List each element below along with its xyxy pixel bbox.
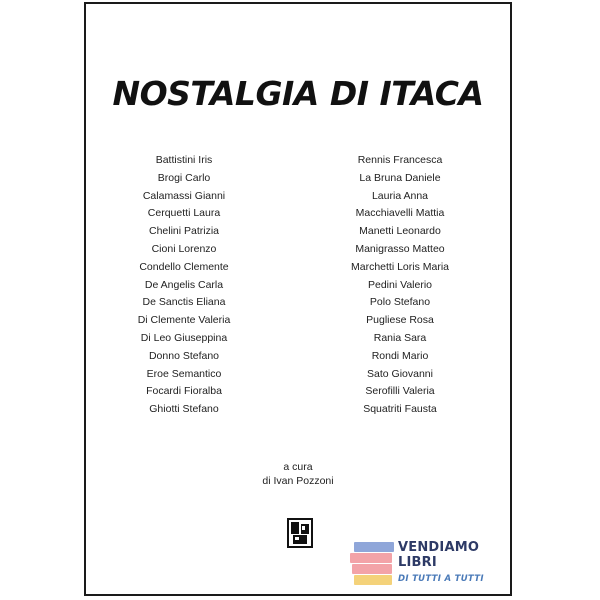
author-name: Eroe Semantico [146,367,222,380]
author-name: Lauria Anna [371,189,429,202]
author-name: Di Clemente Valeria [137,314,231,327]
book-yellow-icon [354,575,392,585]
curator-line-1: a cura [283,461,313,473]
watermark-brand [398,540,479,570]
author-name: Ghiotti Stefano [149,403,219,416]
author-name: Rania Sara [373,331,427,344]
curator-name: di Ivan Pozzoni [262,475,334,487]
watermark-tagline: DI TUTTI A TUTTI [398,574,484,584]
book-blue-icon [354,542,394,552]
author-name: Condello Clemente [139,260,229,273]
author-name: Pugliese Rosa [366,314,434,327]
book-pink-icon [352,564,392,574]
author-name: Manigrasso Matteo [355,242,445,255]
author-name: Cioni Lorenzo [151,242,217,255]
curator-credit [86,460,510,488]
author-name: Cerquetti Laura [147,207,221,220]
author-name: Sato Giovanni [367,367,433,380]
book-title: NOSTALGIA DI ITACA [112,74,484,113]
book-pink-icon [350,553,392,563]
author-name: Marchetti Loris Maria [350,260,450,273]
author-name: Pedini Valerio [367,278,432,291]
watermark-line-1: VENDIAMO [398,540,480,555]
book-cover [84,2,512,596]
author-name: La Bruna Daniele [359,171,441,184]
author-name: Serofilli Valeria [365,385,435,398]
author-name: Donno Stefano [148,349,220,362]
authors-column-left [84,152,284,419]
author-name: Calamassi Gianni [142,189,226,202]
author-name: De Angelis Carla [144,278,224,291]
author-name: Di Leo Giuseppina [140,331,228,344]
watermark [350,538,490,588]
author-name: Brogi Carlo [157,171,211,184]
author-name: Chelini Patrizia [148,225,220,238]
author-name: Polo Stefano [369,296,431,309]
watermark-line-2: LIBRI [398,555,437,570]
author-name: Focardi Fioralba [146,385,222,398]
author-name: Battistini Iris [155,154,213,166]
author-name: Rennis Francesca [357,154,443,166]
author-name: Macchiavelli Mattia [355,207,445,220]
author-name: Rondi Mario [371,349,429,362]
authors-column-right [300,152,500,419]
books-stack-icon [350,538,398,588]
author-name: Squatriti Fausta [363,403,437,416]
author-name: De Sanctis Eliana [142,296,226,309]
author-name: Manetti Leonardo [359,225,441,238]
publisher-logo-icon [287,518,313,548]
